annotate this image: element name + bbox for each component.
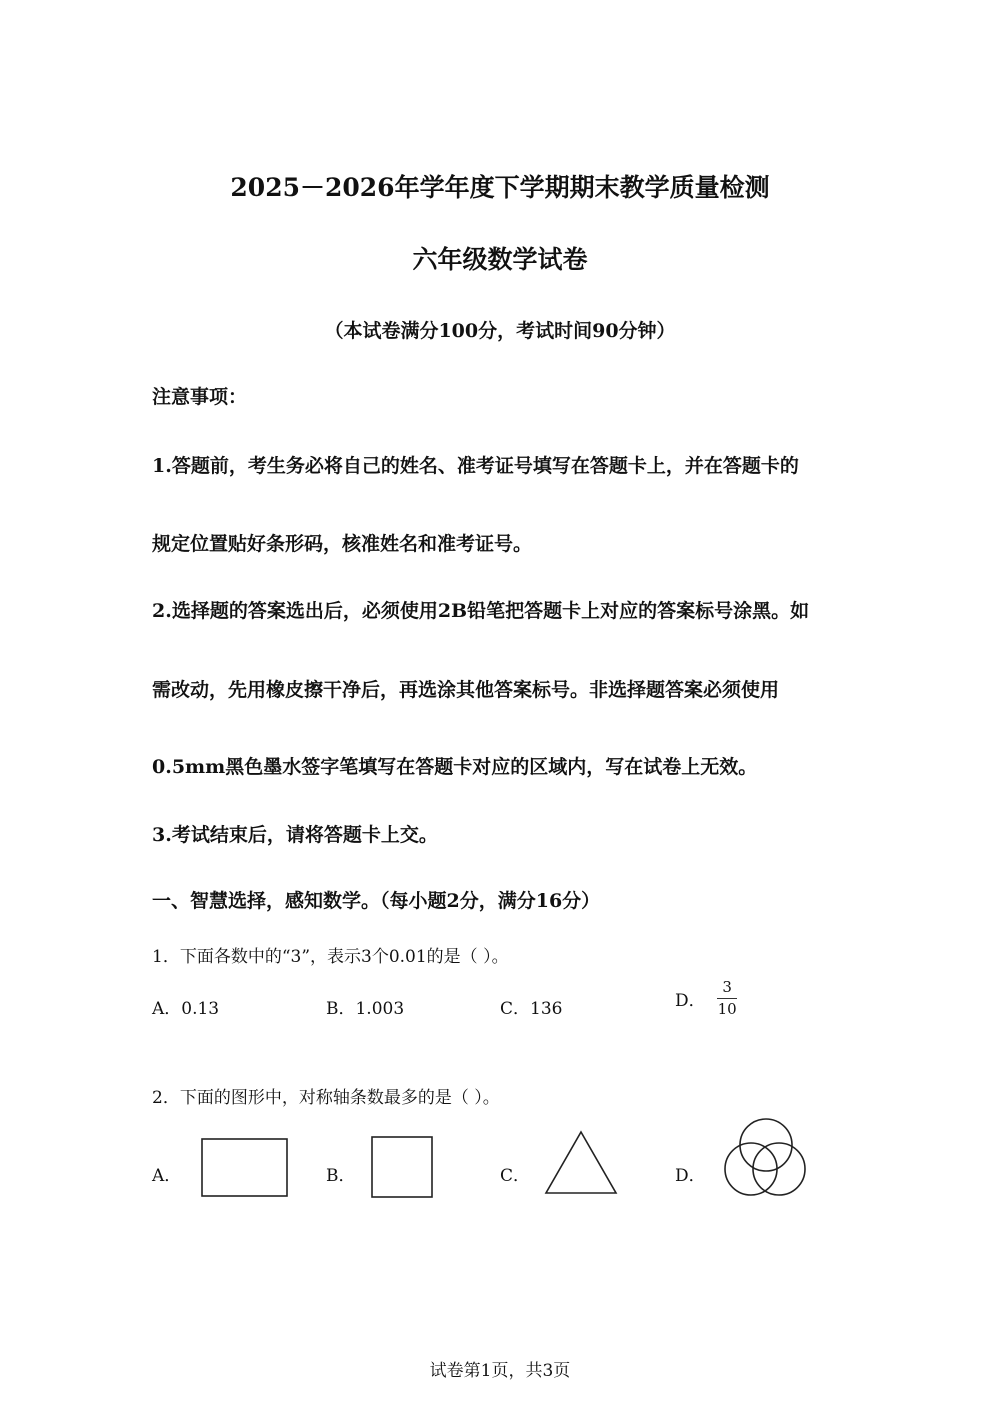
notice-line: 2.选择题的答案选出后，必须使用2B铅笔把答题卡上对应的答案标号涂黑。如 bbox=[152, 600, 810, 622]
q2-option-c: C． bbox=[500, 1166, 531, 1186]
notice-line: 3.考试结束后，请将答题卡上交。 bbox=[152, 824, 438, 846]
section1-heading: 一、智慧选择，感知数学。（每小题2分，满分16分） bbox=[152, 890, 601, 912]
page-number: 试卷第1页，共3页 bbox=[429, 1361, 571, 1381]
exam-title-line2: 六年级数学试卷 bbox=[412, 245, 588, 274]
q1-option-c: C．136 bbox=[500, 999, 563, 1019]
fraction-denominator: 10 bbox=[717, 1000, 737, 1018]
q1-option-b: B．1.003 bbox=[326, 999, 405, 1019]
square-figure bbox=[370, 1135, 434, 1199]
q1-option-a: A．0.13 bbox=[152, 999, 220, 1019]
rectangle-figure bbox=[200, 1137, 290, 1199]
notice-line: 需改动，先用橡皮擦干净后，再选涂其他答案标号。非选择题答案必须使用 bbox=[152, 679, 780, 701]
q2-option-d: D． bbox=[675, 1166, 706, 1186]
question-1-stem: 1．下面各数中的“3”，表示3个0.01的是（ ）。 bbox=[152, 947, 509, 967]
q2-option-b: B． bbox=[326, 1166, 356, 1186]
q1-option-d bbox=[675, 980, 739, 1017]
q1-option-d-label: D． bbox=[675, 991, 706, 1011]
exam-subtitle: （本试卷满分100分，考试时间90分钟） bbox=[324, 320, 676, 342]
notice-heading: 注意事项： bbox=[152, 386, 248, 408]
notice-line: 1.答题前，考生务必将自己的姓名、准考证号填写在答题卡上，并在答题卡的 bbox=[152, 455, 799, 477]
notice-line: 0.5mm黑色墨水签字笔填写在答题卡对应的区域内，写在试卷上无效。 bbox=[152, 756, 758, 778]
three-circles-figure bbox=[722, 1118, 808, 1200]
exam-title-line1: 2025－2026年学年度下学期期末教学质量检测 bbox=[230, 173, 770, 202]
triangle-figure bbox=[544, 1130, 618, 1196]
fraction-numerator: 3 bbox=[722, 978, 732, 996]
fraction bbox=[716, 980, 739, 1017]
notice-line: 规定位置贴好条形码，核准姓名和准考证号。 bbox=[152, 533, 533, 555]
question-2-stem: 2．下面的图形中，对称轴条数最多的是（ ）。 bbox=[152, 1088, 500, 1108]
q2-option-a: A． bbox=[152, 1166, 182, 1186]
